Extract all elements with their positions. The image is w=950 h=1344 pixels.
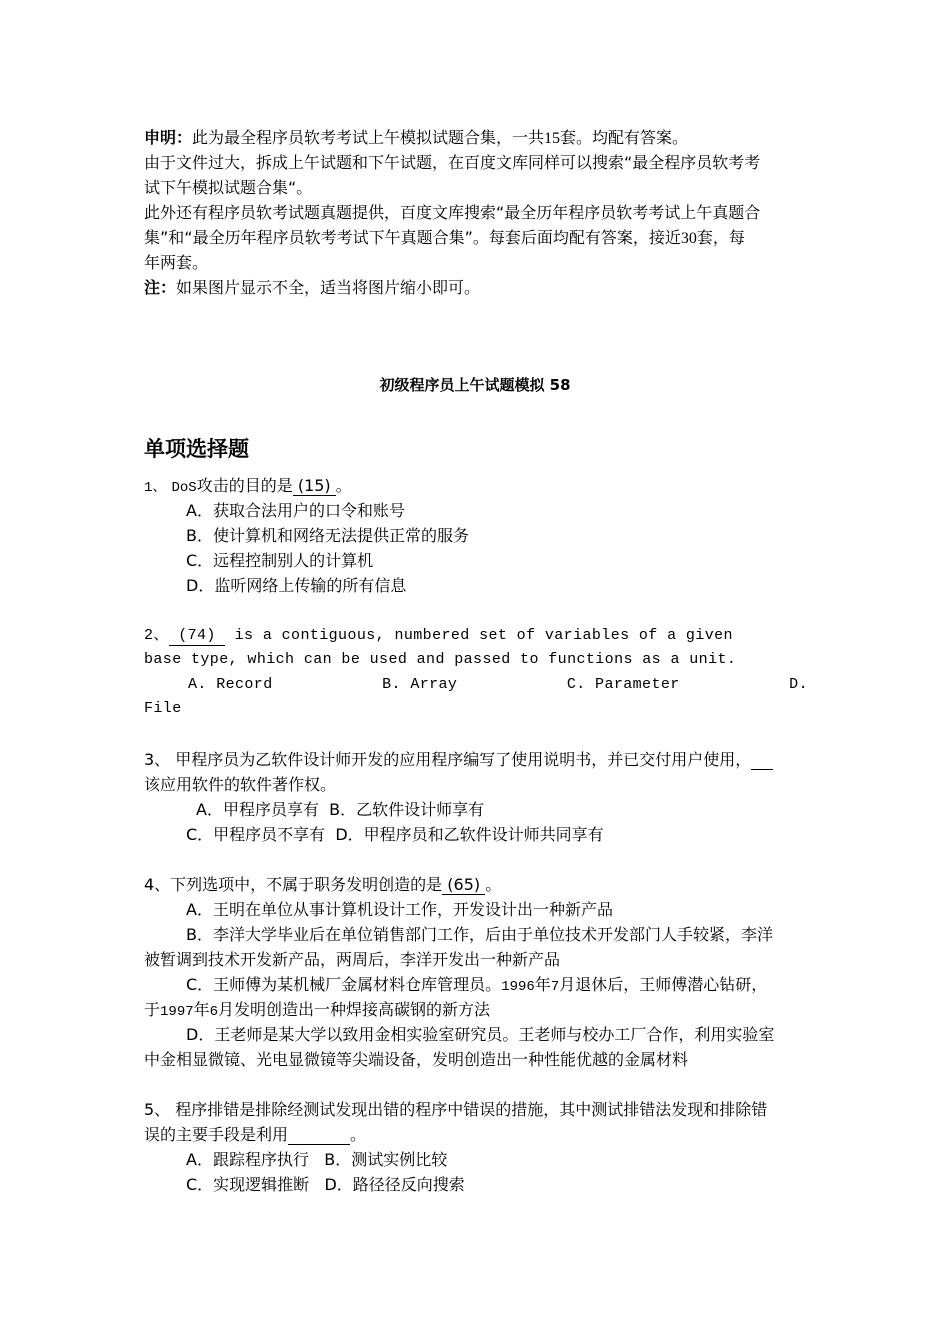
statement-line-4: 此外还有程序员软考试题真题提供，百度文库搜索“最全历年程序员软考考试上午真题合 [144, 203, 761, 222]
question-1-option-d: D．监听网络上传输的所有信息 [186, 576, 407, 595]
question-2-option-d: D. [789, 676, 808, 693]
question-4-option-d-line-1: D．王老师是某大学以致用金相实验室研究员。王老师与校办工厂合作，利用实验室 [186, 1025, 775, 1044]
answer-blank [751, 751, 773, 770]
question-2-option-b: B. Array [382, 676, 458, 693]
question-5-option-d: D．路径径反向搜索 [324, 1175, 465, 1194]
answer-blank [288, 1126, 350, 1145]
answer-blank: (65) [442, 876, 485, 895]
question-2-line-2: base type, which can be used and passed to functions as a unit. [144, 651, 737, 668]
question-4-option-c-line-1: C．王师傅为某机械厂金属材料仓库管理员。1996年7月退休后，王师傅潜心钻研， [186, 975, 768, 995]
question-3-option-c: C．甲程序员不享有 [186, 825, 326, 844]
question-5-options-cd [186, 1175, 465, 1195]
question-2-option-c: C. Parameter [566, 676, 680, 693]
question-4-option-b-line-1: B．李洋大学毕业后在单位销售部门工作，后由于单位技术开发部门人手较紧，李洋 [186, 925, 773, 944]
answer-blank: (15) [293, 477, 336, 496]
question-2-options [188, 675, 808, 695]
question-1-option-b: B．使计算机和网络无法提供正常的服务 [186, 526, 469, 545]
question-1-option-c: C．远程控制别人的计算机 [186, 551, 374, 570]
question-5-line-2: 误的主要手段是利用 。 [144, 1125, 367, 1144]
question-3-line-1: 3、 甲程序员为乙软件设计师开发的应用程序编写了使用说明书，并已交付用户使用， [144, 750, 773, 770]
question-2-line-1: 2、 (74) is a contiguous, numbered set of variables of a given [144, 627, 733, 644]
question-3-option-b: B．乙软件设计师享有 [329, 800, 485, 819]
statement-label: 申明： [144, 128, 193, 147]
question-3-line-2: 该应用软件的软件著作权。 [144, 775, 337, 794]
question-3-options-ab [196, 800, 484, 820]
question-5-options-ab [186, 1150, 447, 1170]
question-4-option-b-line-2: 被暂调到技术开发新产品，两周后，李洋开发出一种新产品 [144, 950, 561, 969]
statement-line-3: 试下午模拟试题合集“。 [144, 178, 313, 197]
question-2-option-d-text: File [144, 700, 182, 717]
question-2-option-a: A. Record [188, 676, 273, 693]
question-5-option-b: B．测试实例比较 [324, 1150, 448, 1169]
statement-line-6: 年两套。 [144, 253, 209, 272]
question-5-option-c: C．实现逻辑推断 [186, 1175, 310, 1194]
statement-line-1: 申明：此为最全程序员软考考试上午模拟试题合集，一共15套。均配有答案。 [144, 128, 689, 147]
statement-line-2: 由于文件过大，拆成上午试题和下午试题，在百度文库同样可以搜索“最全程序员软考考 [144, 153, 761, 172]
note-line: 注：如果图片显示不全，适当将图片缩小即可。 [144, 278, 481, 297]
question-5-option-a: A．跟踪程序执行 [186, 1150, 309, 1169]
answer-blank: (74) [169, 627, 225, 646]
question-4-option-a: A．王明在单位从事计算机设计工作，开发设计出一种新产品 [186, 900, 613, 919]
exam-title: 初级程序员上午试题模拟 58 [379, 376, 571, 394]
section-heading: 单项选择题 [144, 437, 249, 461]
question-3-option-d: D．甲程序员和乙软件设计师共同享有 [335, 825, 604, 844]
question-1-stem: 1、 DoS攻击的目的是 (15) 。 [144, 476, 352, 496]
question-4-option-d-line-2: 中金相显微镜、光电显微镜等尖端设备，发明创造出一种性能优越的金属材料 [144, 1050, 689, 1069]
note-label: 注： [144, 278, 177, 297]
question-4-stem: 4、下列选项中，不属于职务发明创造的是 (65) 。 [144, 875, 502, 894]
question-3-option-a: A．甲程序员享有 [196, 800, 319, 819]
question-4-option-c-line-2: 于1997年6月发明创造出一种焊接高碳钢的新方法 [144, 1000, 491, 1020]
question-1-option-a: A．获取合法用户的口令和账号 [186, 501, 405, 520]
statement-line-5: 集”和“最全历年程序员软考考试下午真题合集”。每套后面均配有答案，接近30套，每 [144, 228, 745, 247]
question-5-line-1: 5、 程序排错是排除经测试发现出错的程序中错误的措施，其中测试排错法发现和排除错 [144, 1100, 768, 1119]
question-3-options-cd [186, 825, 604, 845]
